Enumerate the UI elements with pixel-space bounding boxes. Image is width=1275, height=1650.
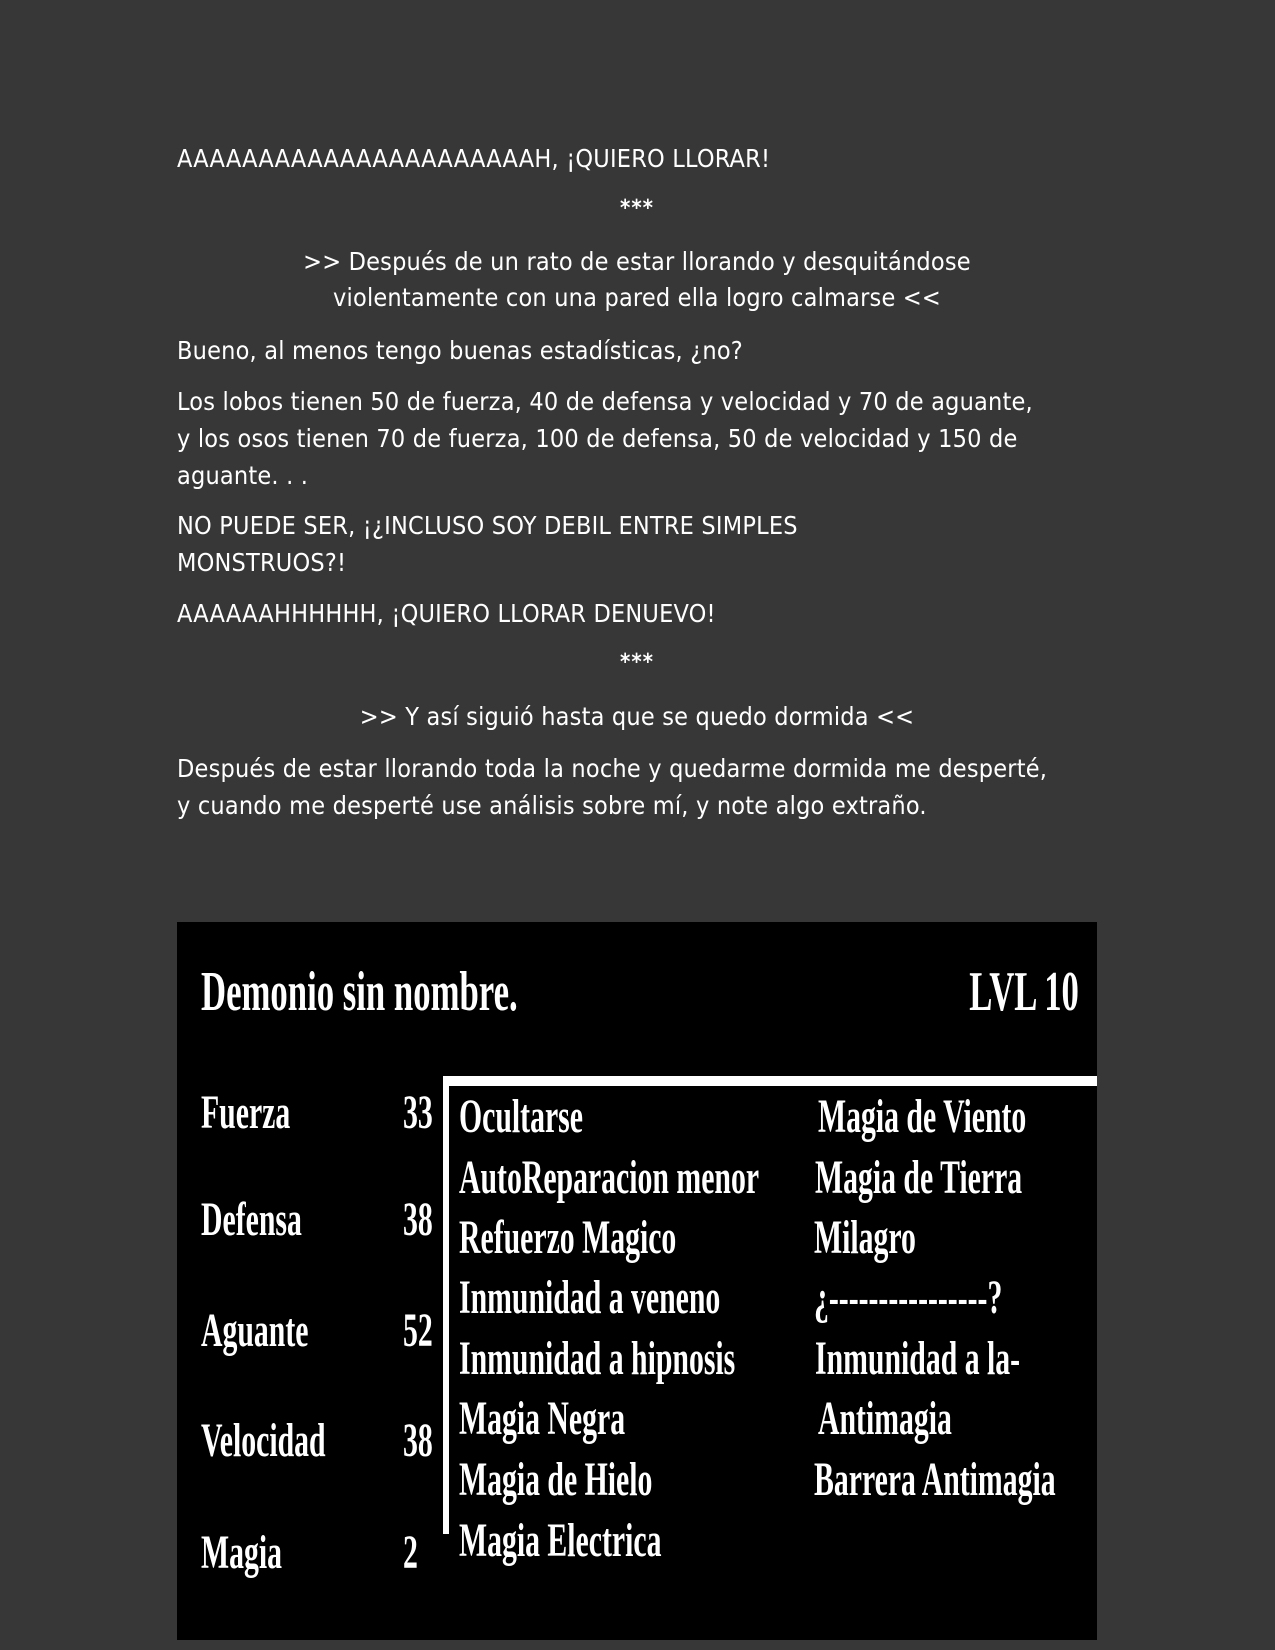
narration-paragraph: >> Y así siguió hasta que se quedo dormida << — [359, 702, 915, 731]
skill-item: Inmunidad a la- — [815, 1332, 1021, 1385]
stat-row-aguante — [201, 1301, 431, 1361]
skill-item: AutoReparacion menor — [459, 1151, 760, 1204]
skill-item: Magia de Viento — [818, 1090, 1027, 1143]
stat-value: 2 — [403, 1526, 418, 1579]
skill-item: Magia Electrica — [459, 1514, 662, 1567]
stat-row-velocidad — [201, 1411, 431, 1471]
paragraph: Después de estar llorando toda la noche y quedarme dormida me desperté, y cuando me desperté use análisis sobre mí, y note algo extraño. — [177, 754, 1048, 820]
paragraph: Los lobos tienen 50 de fuerza, 40 de defensa y velocidad y 70 de aguante, y los osos tienen 70 de fuerza, 100 de defensa, 50 de velocidad y 150 de aguante. . . — [177, 387, 1033, 490]
stat-label: Magia — [201, 1526, 282, 1579]
stat-value: 38 — [403, 1193, 433, 1246]
skill-item: Barrera Antimagia — [814, 1453, 1056, 1506]
paragraph: AAAAAAHHHHHH, ¡QUIERO LLORAR DENUEVO! — [177, 599, 716, 628]
narration-paragraph: >> Después de un rato de estar llorando y desquitándose violentamente con una pared ella logro calmarse << — [303, 247, 971, 312]
status-panel — [177, 922, 1097, 1640]
skill-item: Inmunidad a hipnosis — [459, 1332, 736, 1385]
scene-separator: *** — [619, 650, 655, 675]
character-level: LVL 10 — [969, 961, 1079, 1023]
stat-value: 52 — [403, 1304, 433, 1357]
skill-item: Magia Negra — [459, 1392, 626, 1445]
skill-item: Refuerzo Magico — [459, 1211, 677, 1264]
stat-row-defensa — [201, 1190, 431, 1250]
skill-item: Magia de Tierra — [815, 1151, 1023, 1204]
stat-label: Aguante — [201, 1304, 309, 1357]
stat-label: Velocidad — [201, 1414, 326, 1467]
skill-item: Inmunidad a veneno — [459, 1271, 721, 1324]
character-name: Demonio sin nombre. — [201, 961, 518, 1023]
skill-item: Antimagia — [818, 1392, 952, 1445]
skill-item: ¿----------------? — [814, 1271, 1003, 1324]
stat-value: 38 — [403, 1414, 433, 1467]
paragraph: AAAAAAAAAAAAAAAAAAAAAAH, ¡QUIERO LLORAR! — [177, 144, 771, 173]
skill-item: Milagro — [814, 1211, 916, 1264]
stat-row-fuerza — [201, 1083, 431, 1143]
paragraph: NO PUEDE SER, ¡¿INCLUSO SOY DEBIL ENTRE SIMPLES MONSTRUOS?! — [177, 511, 798, 577]
paragraph: Bueno, al menos tengo buenas estadísticas, ¿no? — [177, 336, 743, 365]
skill-item: Magia de Hielo — [459, 1453, 653, 1506]
scene-separator: *** — [619, 196, 655, 221]
stat-label: Defensa — [201, 1193, 302, 1246]
stat-row-magia — [201, 1523, 431, 1583]
skill-item: Ocultarse — [459, 1090, 583, 1143]
stat-value: 33 — [403, 1086, 433, 1139]
stat-label: Fuerza — [201, 1086, 291, 1139]
